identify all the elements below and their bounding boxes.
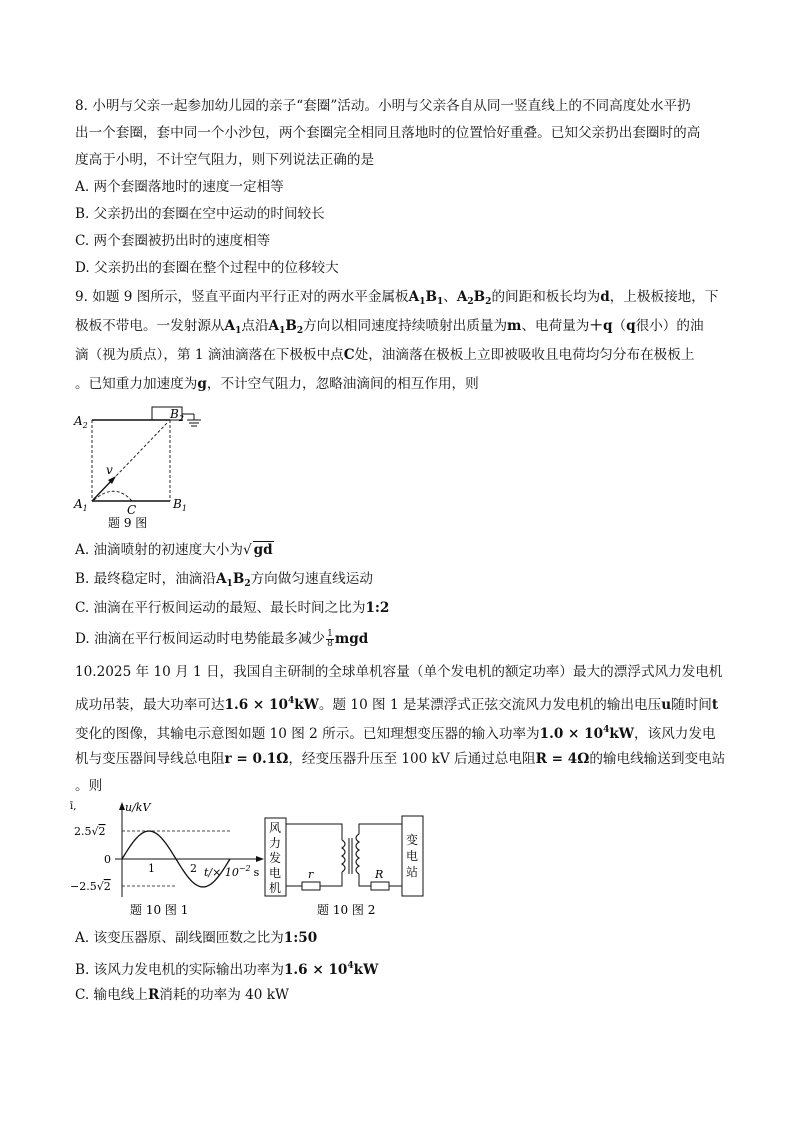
q10-figure1-caption: 题 10 图 1 [130,903,189,917]
gen-char-1: 风 [269,821,282,835]
q10-stem-line3: 变化的图像，其输电示意图如题 10 图 2 所示。已知理想变压器的输入功率为$1.0 \times 10^4kW$，该风力发电 [75,725,716,742]
q8-option-c: C. 两个套圈被扔出时的速度相等 [75,233,271,249]
fig1-ytop-label: 2.5√2 [74,825,106,838]
st-char-1: 变 [406,833,419,847]
q10-option-b: B. 该风力发电机的实际输出功率为$1.6 \times 10^4kW$ [75,961,379,978]
q8-stem-line3: 度高于小明，不计空气阻力，则下列说法正确的是 [75,152,375,168]
ground-icon [187,420,201,426]
q9-option-b: B. 最终稳定时，油滴沿$A_1B_2$方向做匀速直线运动 [75,571,373,589]
label-b1: $B_1$ [173,497,187,513]
q10-stem-line1: 10.2025 年 10 月 1 日，我国自主研制的全球单机容量（单个发电机的额定功率）最大的漂浮式风力发电机 [75,664,723,680]
fig1-tick-1: 1 [148,862,155,875]
q10-option-a: A. 该变压器原、副线圈匝数之比为1:50 [75,930,318,946]
label-v: v [106,463,113,477]
fig1-ybot-label: −2.5√2 [70,880,111,893]
primary-coil [342,840,345,872]
label-a1: $A_1$ [74,497,88,513]
q8-option-d: D. 父亲扔出的套圈在整个过程中的位移较大 [75,260,339,276]
q10-stem-line5: 。则 [75,778,103,794]
resistor-r [302,882,320,890]
q10-figure2-caption: 题 10 图 2 [317,903,376,917]
label-r: r [308,868,314,881]
label-a2: $A_2$ [74,414,88,430]
fig1-tick-2: 2 [190,862,197,875]
q8-option-b: B. 父亲扔出的套圈在空中运动的时间较长 [75,206,325,222]
secondary-coil [356,834,359,874]
label-c: C [127,503,137,517]
q9-option-a: A. 油滴喷射的初速度大小为√ gd [75,542,273,558]
q9-stem-line2: 极板不带电。一发射源从$A_1$点沿$A_1B_2$方向以相同速度持续喷射出质量为m、电荷量为＋q（q很小）的油 [75,318,704,336]
q10-figure1 [70,797,270,922]
fig1-ylabel: u/kV [125,801,151,814]
fig1-xlabel: $t/\times 10^{-2}$ s [204,864,260,879]
primary-wires [286,824,342,886]
q9-stem-line3: 滴（视为质点），第 1 滴油滴落在下极板中点C处，油滴落在极板上立即被吸收且电荷均匀分布在极板上 [75,347,695,363]
st-char-2: 电 [406,849,419,863]
q9-stem-line4: 。已知重力加速度为g，不计空气阻力，忽略油滴间的相互作用，则 [75,376,479,392]
gen-char-5: 机 [269,881,282,895]
gen-char-2: 力 [269,836,282,850]
q8-option-a: A. 两个套圈落地时的速度一定相等 [75,179,284,195]
q9-option-d: D. 油滴在平行板间运动时电势能最多减少 $\frac{1}{8}$ mgd [75,629,369,649]
q10-stem-line2: 成功吊装，最大功率可达$1.6 \times 10^4kW$。题 10 图 1 是某漂浮式正弦交流风力发电机的输出电压u随时间t [75,696,719,713]
label-b2: $B_2$ [170,407,184,423]
velocity-arrow [92,476,116,501]
st-char-3: 站 [406,865,419,879]
q8-stem-line2: 出一个套圈，套中同一个小沙包，两个套圈完全相同且落地时的位置恰好重叠。已知父亲扔出套圈时的高 [75,125,701,141]
q10-stem-line4: 机与变压器间导线总电阻r = 0.1Ω，经变压器升压至 100 kV 后通过总电阻R = 4Ω的输电线输送到变电站 [75,751,726,767]
q9-figure [70,400,230,530]
q9-figure-caption: 题 9 图 [108,516,148,530]
q9-stem-line1: 9. 如题 9 图所示，竖直平面内平行正对的两水平金属板$A_1B_1$、$A_2B_2$的间距和板长均为d，上极板接地，下 [75,289,719,307]
fig1-yzero-label: 0 [104,853,111,866]
gen-char-4: 电 [269,866,282,880]
resistor-R [371,882,389,890]
q8-stem-line1: 8. 小明与父亲一起参加幼儿园的亲子“套圈”活动。小明与父亲各自从同一竖直线上的不同高度处水平扔 [75,98,691,114]
q10-figure2 [262,810,432,922]
fig1-corner-mark: ī, [70,801,77,812]
q9-option-c: C. 油滴在平行板间运动的最短、最长时间之比为1:2 [75,600,390,616]
label-R: R [375,868,384,881]
gen-char-3: 发 [269,851,282,865]
q10-option-c: C. 输电线上R消耗的功率为 40 kW [75,987,289,1003]
